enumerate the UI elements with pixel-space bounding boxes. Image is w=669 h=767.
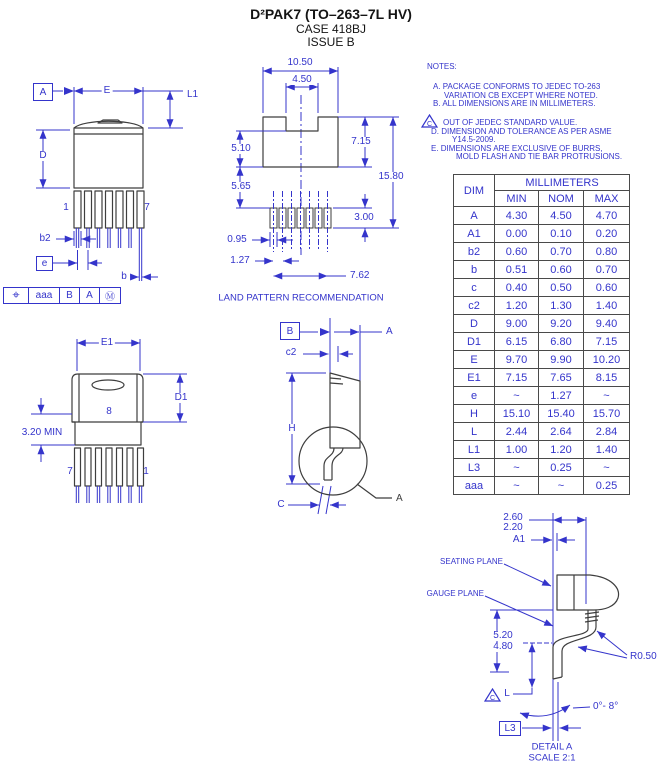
fcf-tolerance-aaa: aaa xyxy=(29,287,60,304)
dim-value-cell: 2.44 xyxy=(495,423,539,441)
dim-symbol-cell: c xyxy=(454,279,495,297)
dim-value-cell: 1.40 xyxy=(584,441,630,459)
table-row xyxy=(454,405,630,423)
dim-label-D: D xyxy=(39,150,47,161)
note-b: B. ALL DIMENSIONS ARE IN MILLIMETERS. xyxy=(433,99,596,108)
position-tolerance-icon: ⌖ xyxy=(3,287,29,304)
note-a-line2: VARIATION CB EXCEPT WHERE NOTED. xyxy=(444,90,598,100)
dim-symbol-cell: L3 xyxy=(454,459,495,477)
dim-label-10-50: 10.50 xyxy=(287,57,313,68)
table-row xyxy=(454,459,630,477)
dim-value-cell: 1.20 xyxy=(539,441,584,459)
dim-value-cell: 0.60 xyxy=(495,243,539,261)
dim-value-cell: 0.51 xyxy=(495,261,539,279)
dim-value-cell: 15.40 xyxy=(539,405,584,423)
dim-label-L1: L1 xyxy=(187,89,199,100)
tab-pin-8-label: 8 xyxy=(106,406,112,417)
land-pattern-title: LAND PATTERN RECOMMENDATION xyxy=(218,292,384,304)
table-row xyxy=(454,333,630,351)
package-body-side xyxy=(330,373,360,448)
dim-value-cell: 0.25 xyxy=(584,477,630,495)
note-c: OUT OF JEDEC STANDARD VALUE. xyxy=(443,118,578,127)
dim-label-7-15: 7.15 xyxy=(351,136,371,147)
dim-label-A: A xyxy=(386,326,393,337)
front-view-drawing xyxy=(36,87,183,281)
dim-value-cell: 4.70 xyxy=(584,207,630,225)
dim-value-cell: 1.27 xyxy=(539,387,584,405)
dim-symbol-cell: aaa xyxy=(454,477,495,495)
dim-label-e-box: e xyxy=(36,256,53,271)
dim-value-cell: 1.00 xyxy=(495,441,539,459)
dim-label-angle: 0°- 8° xyxy=(593,701,619,712)
dim-value-cell: 9.20 xyxy=(539,315,584,333)
dim-value-cell: ~ xyxy=(584,387,630,405)
dim-symbol-cell: b2 xyxy=(454,243,495,261)
note-c-triangle-flag-icon xyxy=(421,114,438,128)
fcf-datum-a: A xyxy=(80,287,100,304)
dim-symbol-cell: D1 xyxy=(454,333,495,351)
package-dome xyxy=(74,121,143,128)
dim-label-15-80: 15.80 xyxy=(378,171,404,182)
feature-control-frame xyxy=(3,287,121,304)
dim-value-cell: 6.15 xyxy=(495,333,539,351)
detail-c-triangle-flag-icon xyxy=(484,688,501,702)
dim-value-cell: 10.20 xyxy=(584,351,630,369)
table-row xyxy=(454,423,630,441)
note-d-line2: Y14.5-2009. xyxy=(452,135,496,144)
dim-value-cell: 0.60 xyxy=(539,261,584,279)
dim-value-cell: ~ xyxy=(539,477,584,495)
note-c-flag-letter: C xyxy=(426,121,433,128)
dim-label-2-60: 2.60 xyxy=(503,512,523,523)
dim-symbol-cell: e xyxy=(454,387,495,405)
dim-label-5-20: 5.20 xyxy=(493,630,513,641)
dim-value-cell: 7.65 xyxy=(539,369,584,387)
dim-value-cell: 7.15 xyxy=(584,333,630,351)
dim-symbol-cell: D xyxy=(454,315,495,333)
page-title: D²PAK7 (TO–263–7L HV) xyxy=(250,6,412,22)
table-header-units: MILLIMETERS xyxy=(495,175,630,191)
dim-label-H: H xyxy=(288,423,296,434)
dim-label-E: E xyxy=(103,85,111,96)
front-view-dimensions xyxy=(36,87,183,277)
table-row xyxy=(454,369,630,387)
table-header-max: MAX xyxy=(584,191,630,207)
dim-label-2-20: 2.20 xyxy=(503,522,523,533)
case-number: CASE 418BJ xyxy=(295,22,367,36)
dim-symbol-cell: L1 xyxy=(454,441,495,459)
note-e-line1: E. DIMENSIONS ARE EXCLUSIVE OF BURRS, xyxy=(431,143,603,153)
detail-lead xyxy=(553,610,599,679)
dim-label-c2: c2 xyxy=(285,347,297,358)
land-pattern-dimensions xyxy=(236,67,399,276)
detail-a-leader xyxy=(357,484,392,498)
datum-b-box: B xyxy=(280,322,300,340)
dim-label-L: L xyxy=(504,688,510,699)
dim-label-b2: b2 xyxy=(39,233,51,244)
issue-revision: ISSUE B xyxy=(307,35,355,49)
note-a-line1: A. PACKAGE CONFORMS TO JEDEC TO-263 xyxy=(433,82,601,91)
dim-value-cell: 0.25 xyxy=(539,459,584,477)
dim-symbol-cell: L xyxy=(454,423,495,441)
dim-symbol-cell: b xyxy=(454,261,495,279)
dim-value-cell: 6.80 xyxy=(539,333,584,351)
table-row xyxy=(454,279,630,297)
dim-label-E1: E1 xyxy=(100,337,114,348)
datum-a-box: A xyxy=(33,83,53,101)
dim-label-7-62: 7.62 xyxy=(350,270,370,281)
dim-value-cell: ~ xyxy=(495,477,539,495)
dim-label-D1: D1 xyxy=(174,392,188,403)
detail-c-flag-letter: C xyxy=(489,695,496,702)
dim-value-cell: 9.70 xyxy=(495,351,539,369)
seating-plane-label: SEATING PLANE xyxy=(440,557,503,566)
side-view-dimensions xyxy=(286,318,382,514)
table-row xyxy=(454,477,630,495)
dim-value-cell: ~ xyxy=(584,459,630,477)
table-row xyxy=(454,225,630,243)
package-body-front xyxy=(74,128,143,188)
note-d-line1: D. DIMENSION AND TOLERANCE AS PER ASME xyxy=(431,126,612,136)
dim-value-cell: 1.30 xyxy=(539,297,584,315)
dim-value-cell: 2.84 xyxy=(584,423,630,441)
dim-value-cell: 8.15 xyxy=(584,369,630,387)
dim-value-cell: 2.64 xyxy=(539,423,584,441)
dim-symbol-cell: E xyxy=(454,351,495,369)
table-row xyxy=(454,243,630,261)
dim-label-1-27: 1.27 xyxy=(230,255,250,266)
side-view-drawing xyxy=(286,318,392,514)
notes-heading: NOTES: xyxy=(427,62,457,71)
land-pattern-pads xyxy=(270,191,331,252)
back-pin-7-label: 7 xyxy=(67,466,73,477)
dim-value-cell: 4.50 xyxy=(539,207,584,225)
dim-label-L3-box: L3 xyxy=(499,721,521,736)
front-pins xyxy=(74,191,144,281)
dim-symbol-cell: A1 xyxy=(454,225,495,243)
table-row xyxy=(454,297,630,315)
dim-label-r0-50: R0.50 xyxy=(630,651,657,662)
dim-value-cell: 9.40 xyxy=(584,315,630,333)
dim-label-0-95: 0.95 xyxy=(227,234,247,245)
dim-value-cell: 9.90 xyxy=(539,351,584,369)
note-e-line2: MOLD FLASH AND TIE BAR PROTRUSIONS. xyxy=(456,152,623,161)
table-header-dim: DIM xyxy=(454,175,495,207)
back-view-dimensions xyxy=(31,339,187,462)
dim-value-cell: 0.40 xyxy=(495,279,539,297)
dim-value-cell: 0.50 xyxy=(539,279,584,297)
dim-symbol-cell: E1 xyxy=(454,369,495,387)
dim-value-cell: 0.00 xyxy=(495,225,539,243)
dim-value-cell: 9.00 xyxy=(495,315,539,333)
mmc-modifier-icon: Ⓜ xyxy=(100,287,121,304)
dimension-table xyxy=(453,174,630,495)
dim-value-cell: ~ xyxy=(495,459,539,477)
detail-a-reference-label: A xyxy=(396,493,403,504)
dim-label-A1: A1 xyxy=(512,534,526,545)
table-row xyxy=(454,351,630,369)
tab-hole xyxy=(92,380,124,390)
table-row xyxy=(454,261,630,279)
dim-label-3-20-min: 3.20 MIN xyxy=(21,427,63,438)
dim-value-cell: 1.20 xyxy=(495,297,539,315)
dim-label-4-80: 4.80 xyxy=(493,641,513,652)
land-pattern-drawing xyxy=(236,67,399,276)
detail-body-outline xyxy=(557,575,619,610)
back-pins xyxy=(75,448,144,503)
dim-value-cell: 0.70 xyxy=(584,261,630,279)
dim-value-cell: 0.60 xyxy=(584,279,630,297)
dim-value-cell: 4.30 xyxy=(495,207,539,225)
dim-value-cell: 15.70 xyxy=(584,405,630,423)
gauge-plane-label: GAUGE PLANE xyxy=(426,589,484,598)
table-header-nom: NOM xyxy=(539,191,584,207)
dim-label-C: C xyxy=(277,499,285,510)
dim-symbol-cell: H xyxy=(454,405,495,423)
dim-value-cell: 0.20 xyxy=(584,225,630,243)
dim-value-cell: 1.40 xyxy=(584,297,630,315)
table-row xyxy=(454,315,630,333)
dim-value-cell: 0.10 xyxy=(539,225,584,243)
table-header-min: MIN xyxy=(495,191,539,207)
dim-label-b: b xyxy=(121,271,127,282)
dim-label-5-10: 5.10 xyxy=(231,143,251,154)
detail-a-scale: SCALE 2:1 xyxy=(528,751,576,763)
table-row xyxy=(454,387,630,405)
dim-symbol-cell: A xyxy=(454,207,495,225)
dim-value-cell: 0.70 xyxy=(539,243,584,261)
back-view-drawing xyxy=(31,339,187,503)
table-row xyxy=(454,441,630,459)
dim-value-cell: ~ xyxy=(495,387,539,405)
dim-label-4-50: 4.50 xyxy=(292,74,312,85)
pin-7-label: 7 xyxy=(144,202,150,213)
dim-value-cell: 0.80 xyxy=(584,243,630,261)
back-pin-1-label: 1 xyxy=(143,466,149,477)
dim-value-cell: 15.10 xyxy=(495,405,539,423)
dim-label-5-65: 5.65 xyxy=(231,181,251,192)
dim-value-cell: 7.15 xyxy=(495,369,539,387)
detail-a-title: DETAIL A xyxy=(531,741,573,753)
dim-symbol-cell: c2 xyxy=(454,297,495,315)
dim-label-3-00: 3.00 xyxy=(354,212,374,223)
table-row xyxy=(454,207,630,225)
fcf-datum-b: B xyxy=(60,287,80,304)
pin-1-label: 1 xyxy=(63,202,69,213)
